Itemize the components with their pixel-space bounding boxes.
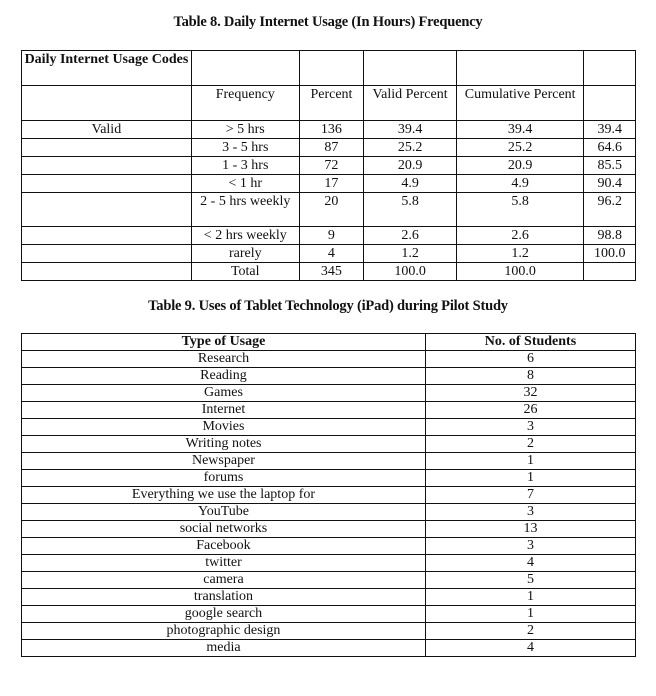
table-cell: camera <box>22 572 426 589</box>
table-cell: 96.2 <box>584 193 636 227</box>
table-cell: media <box>22 640 426 657</box>
table-cell: 345 <box>299 263 364 281</box>
table-cell: 25.2 <box>364 139 457 157</box>
table-cell: 3 <box>425 538 635 555</box>
table-cell: 4.9 <box>456 175 583 193</box>
table-cell: 1.2 <box>364 245 457 263</box>
table-cell: 4 <box>425 640 635 657</box>
table-cell <box>22 157 192 175</box>
table-cell: 5.8 <box>364 193 457 227</box>
table-cell: rarely <box>191 245 299 263</box>
table-cell: 4 <box>299 245 364 263</box>
table-cell: google search <box>22 606 426 623</box>
table-cell: 39.4 <box>584 121 636 139</box>
table-cell: 100.0 <box>364 263 457 281</box>
table-cell: 20.9 <box>456 157 583 175</box>
table-cell: 39.4 <box>364 121 457 139</box>
table-cell: 4.9 <box>364 175 457 193</box>
header-cell <box>299 51 364 86</box>
table-cell: 72 <box>299 157 364 175</box>
header-cell <box>456 51 583 86</box>
table-cell: forums <box>22 470 426 487</box>
table8-title: Table 8. Daily Internet Usage (In Hours) Frequency <box>173 14 483 30</box>
header-cell: Frequency <box>191 86 299 121</box>
table-row <box>22 193 636 227</box>
table-cell: photographic design <box>22 623 426 640</box>
table-cell <box>22 263 192 281</box>
table-row <box>22 640 636 657</box>
table-cell <box>22 175 192 193</box>
table-cell: 32 <box>425 385 635 402</box>
table-row <box>22 589 636 606</box>
table-cell: Writing notes <box>22 436 426 453</box>
table-cell <box>22 139 192 157</box>
table-cell: 2.6 <box>456 227 583 245</box>
table-cell: 64.6 <box>584 139 636 157</box>
header-cell <box>364 51 457 86</box>
table-row <box>22 351 636 368</box>
table-cell: twitter <box>22 555 426 572</box>
table-cell: Research <box>22 351 426 368</box>
table-cell: Reading <box>22 368 426 385</box>
table-row <box>22 175 636 193</box>
table-header-row <box>22 86 636 121</box>
table-row-total <box>22 263 636 281</box>
table-cell: 20.9 <box>364 157 457 175</box>
table-cell: 98.8 <box>584 227 636 245</box>
tablet-usage-table <box>21 333 636 657</box>
header-cell: Cumulative Percent <box>456 86 583 121</box>
table-row <box>22 453 636 470</box>
table-cell: < 1 hr <box>191 175 299 193</box>
table-cell: YouTube <box>22 504 426 521</box>
table-cell: 136 <box>299 121 364 139</box>
table-cell: < 2 hrs weekly <box>191 227 299 245</box>
table-cell: 6 <box>425 351 635 368</box>
table-row <box>22 245 636 263</box>
table-cell: 7 <box>425 487 635 504</box>
table-cell: 100.0 <box>584 245 636 263</box>
table-cell: 13 <box>425 521 635 538</box>
table-row <box>22 121 636 139</box>
table-cell: 26 <box>425 402 635 419</box>
table-cell: 85.5 <box>584 157 636 175</box>
header-cell <box>584 51 636 86</box>
table-row <box>22 572 636 589</box>
header-cell <box>584 86 636 121</box>
table-cell: translation <box>22 589 426 606</box>
header-cell: Type of Usage <box>22 334 426 351</box>
table-cell: 9 <box>299 227 364 245</box>
table-cell: 1 <box>425 453 635 470</box>
table-row <box>22 139 636 157</box>
table-cell: > 5 hrs <box>191 121 299 139</box>
table-cell: 5 <box>425 572 635 589</box>
table-row <box>22 623 636 640</box>
table-cell: 2.6 <box>364 227 457 245</box>
table-cell: 1.2 <box>456 245 583 263</box>
table-row <box>22 368 636 385</box>
table-row <box>22 538 636 555</box>
table-header-row <box>22 51 636 86</box>
table-cell: 1 <box>425 470 635 487</box>
table-cell: Newspaper <box>22 453 426 470</box>
table-cell: 1 <box>425 589 635 606</box>
header-cell <box>22 86 192 121</box>
table-cell: 20 <box>299 193 364 227</box>
table-row <box>22 157 636 175</box>
table-cell: 87 <box>299 139 364 157</box>
table-cell: Total <box>191 263 299 281</box>
table-cell <box>584 263 636 281</box>
table-cell: 3 <box>425 419 635 436</box>
table-cell: 4 <box>425 555 635 572</box>
header-cell: Valid Percent <box>364 86 457 121</box>
table-row <box>22 402 636 419</box>
daily-internet-usage-table <box>21 50 636 281</box>
table-row <box>22 521 636 538</box>
table-cell: 3 <box>425 504 635 521</box>
table-cell: 2 <box>425 436 635 453</box>
header-cell <box>191 51 299 86</box>
table-row <box>22 419 636 436</box>
table-cell: 1 - 3 hrs <box>191 157 299 175</box>
table-row <box>22 470 636 487</box>
table-cell: Everything we use the laptop for <box>22 487 426 504</box>
table-cell: 2 - 5 hrs weekly <box>191 193 299 227</box>
table-cell: Movies <box>22 419 426 436</box>
table-cell: 5.8 <box>456 193 583 227</box>
table9-title: Table 9. Uses of Tablet Technology (iPad) during Pilot Study <box>148 298 508 314</box>
table-cell: 17 <box>299 175 364 193</box>
table-cell: 100.0 <box>456 263 583 281</box>
header-cell: Daily Internet Usage Codes <box>22 51 192 86</box>
table-row <box>22 436 636 453</box>
table-row <box>22 385 636 402</box>
table-cell: Games <box>22 385 426 402</box>
table-cell: 25.2 <box>456 139 583 157</box>
table-cell: 8 <box>425 368 635 385</box>
table-cell: Facebook <box>22 538 426 555</box>
table-cell: 1 <box>425 606 635 623</box>
table-cell: Valid <box>22 121 192 139</box>
table-row <box>22 504 636 521</box>
header-cell: Percent <box>299 86 364 121</box>
table-header-row <box>22 334 636 351</box>
table-row <box>22 487 636 504</box>
table-cell <box>22 227 192 245</box>
table-cell <box>22 245 192 263</box>
table-row <box>22 227 636 245</box>
table-cell: 2 <box>425 623 635 640</box>
table-row <box>22 606 636 623</box>
table-cell: social networks <box>22 521 426 538</box>
table-cell <box>22 193 192 227</box>
table-cell: 39.4 <box>456 121 583 139</box>
table-cell: Internet <box>22 402 426 419</box>
table-row <box>22 555 636 572</box>
header-cell: No. of Students <box>425 334 635 351</box>
table-cell: 3 - 5 hrs <box>191 139 299 157</box>
table-cell: 90.4 <box>584 175 636 193</box>
